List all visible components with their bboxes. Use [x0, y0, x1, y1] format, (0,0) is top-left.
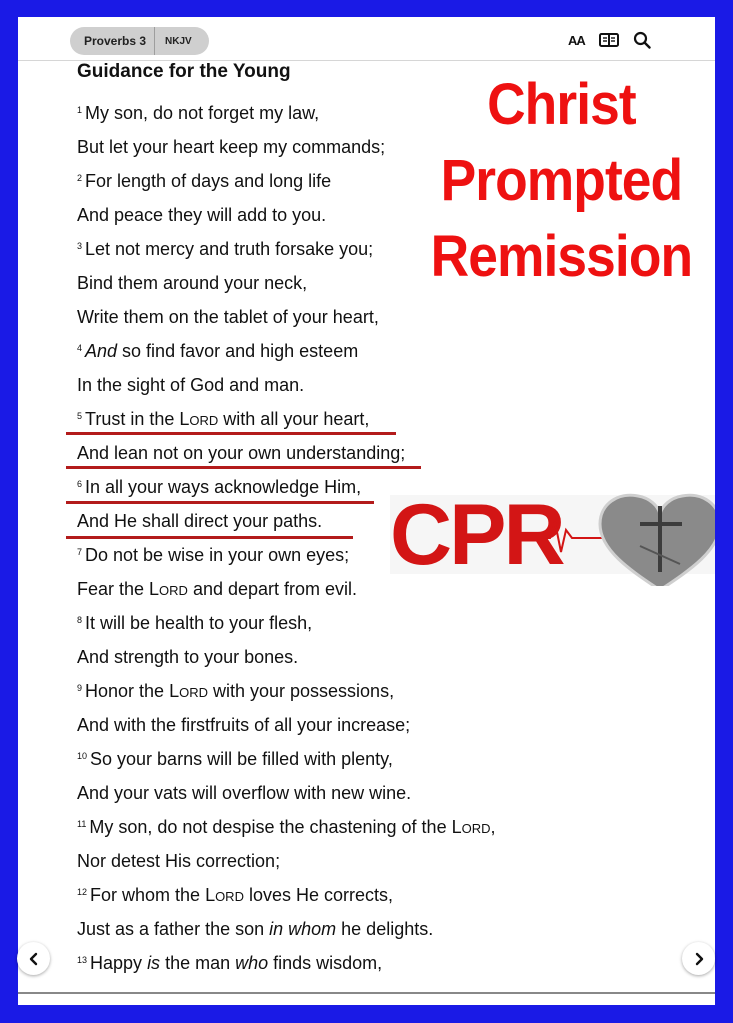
verse-text-segment: Fear the [77, 579, 150, 599]
divine-name: Lord [451, 817, 491, 837]
page-bottom-divider [18, 992, 715, 994]
verse-line [77, 715, 410, 736]
divine-name: Lord [205, 885, 244, 905]
chapter-version-selector[interactable] [70, 27, 209, 55]
book-icon[interactable] [599, 32, 619, 48]
verse-line [77, 953, 382, 974]
verse-text-segment: In the sight of God and man. [77, 375, 305, 395]
logo-text: CPR [390, 487, 563, 583]
verse-line [77, 817, 496, 838]
verse-line [77, 783, 411, 804]
verse-line [77, 647, 298, 668]
book-chapter-button[interactable]: Proverbs 3 [84, 34, 147, 48]
italic-text: And [85, 341, 118, 361]
verse-line [77, 443, 405, 464]
verse-text-segment: Happy [90, 953, 148, 973]
verse-line [77, 545, 349, 566]
verse-text-segment: Let not mercy and truth forsake you; [85, 239, 374, 259]
verse-line [77, 511, 322, 532]
verse-line [77, 205, 326, 226]
italic-text: who [235, 953, 269, 973]
verse-text-segment: Nor detest His correction; [77, 851, 281, 871]
verse-number: 4 [77, 343, 83, 353]
verse-underline [66, 536, 353, 539]
verse-line [77, 477, 361, 498]
verse-text-segment: So your barns will be filled with plenty, [90, 749, 393, 769]
verse-text-segment: It will be health to your flesh, [85, 613, 313, 633]
italic-text: in whom [269, 919, 337, 939]
verse-line [77, 273, 307, 294]
verse-number: 10 [77, 751, 88, 761]
verse-text-segment: But let your heart keep my commands; [77, 137, 386, 157]
verse-number: 11 [77, 819, 87, 829]
verse-line [77, 409, 369, 430]
heartbeat-heart-icon [390, 486, 715, 586]
text-size-icon[interactable] [568, 33, 585, 48]
next-chapter-button[interactable] [682, 942, 715, 975]
verse-text-segment: Write them on the tablet of your heart, [77, 307, 379, 327]
verse-number: 12 [77, 887, 88, 897]
verse-text-segment: Just as a father the son [77, 919, 270, 939]
verse-number: 5 [77, 411, 83, 421]
verse-underline [66, 501, 374, 504]
verse-text-segment: For whom the [90, 885, 206, 905]
verse-text-segment: And with the firstfruits of all your increase; [77, 715, 411, 735]
verse-line [77, 137, 385, 158]
verse-text-segment: And He shall direct your paths. [77, 511, 323, 531]
verse-text-segment: Trust in the [85, 409, 180, 429]
verse-line [77, 307, 379, 328]
verse-text-segment: finds wisdom, [268, 953, 383, 973]
verse-text-segment: with your possessions, [207, 681, 395, 701]
verse-number: 2 [77, 173, 83, 183]
verse-text-segment: My son, do not forget my law, [85, 103, 320, 123]
verse-number: 6 [77, 479, 83, 489]
chevron-left-icon [28, 952, 40, 966]
cpr-logo [390, 486, 715, 586]
verse-line [77, 579, 357, 600]
verse-text-segment: loves He corrects, [243, 885, 394, 905]
verse-line [77, 613, 312, 634]
verse-text-segment: For length of days and long life [85, 171, 332, 191]
verse-text-segment: And peace they will add to you. [77, 205, 327, 225]
verse-line [77, 171, 331, 192]
verse-text-segment: he delights. [336, 919, 434, 939]
verse-text-segment: And strength to your bones. [77, 647, 299, 667]
verse-line [77, 681, 394, 702]
verse-text-segment: Honor the [85, 681, 170, 701]
verse-line [77, 239, 373, 260]
divine-name: Lord [169, 681, 208, 701]
verse-number: 9 [77, 683, 83, 693]
chevron-right-icon [693, 952, 705, 966]
version-button[interactable]: NKJV [165, 35, 192, 47]
verse-text-segment: and depart from evil. [187, 579, 358, 599]
verse-text-segment: In all your ways acknowledge Him, [85, 477, 362, 497]
toolbar-tools [568, 31, 651, 49]
verse-number: 7 [77, 547, 83, 557]
verse-line [77, 103, 319, 124]
verse-text-segment: , [490, 817, 496, 837]
verse-line [77, 851, 280, 872]
verse-text-segment: the man [160, 953, 236, 973]
overlay-title-line: Remission [430, 224, 693, 289]
verse-number: 13 [77, 955, 88, 965]
verse-text-segment: Bind them around your neck, [77, 273, 308, 293]
overlay-title-line: Prompted [440, 148, 683, 213]
verse-text-segment: Do not be wise in your own eyes; [85, 545, 350, 565]
divine-name: Lord [179, 409, 219, 429]
verse-line [77, 375, 304, 396]
verse-text-segment: My son, do not despise the chastening of the [89, 817, 452, 837]
overlay-title-line: Christ [487, 72, 636, 137]
verse-underline [66, 466, 421, 469]
search-icon[interactable] [633, 31, 651, 49]
bible-page [18, 17, 715, 1005]
verse-number: 1 [77, 105, 83, 115]
verse-underline [66, 432, 396, 435]
verse-text-segment: And lean not on your own understanding; [77, 443, 406, 463]
verse-line [77, 919, 433, 940]
previous-chapter-button[interactable] [17, 942, 50, 975]
verse-text-segment: with all your heart, [218, 409, 370, 429]
italic-text: is [147, 953, 161, 973]
verse-line [77, 341, 358, 362]
verse-number: 3 [77, 241, 83, 251]
text-size-label: AA [568, 32, 585, 48]
verse-text-segment: so find favor and high esteem [117, 341, 359, 361]
verse-number: 8 [77, 615, 83, 625]
verse-line [77, 885, 393, 906]
section-heading: Guidance for the Young [77, 61, 291, 82]
divine-name: Lord [149, 579, 188, 599]
verse-line [77, 749, 393, 770]
overlay-title [428, 67, 695, 295]
verse-text-segment: And your vats will overflow with new wine. [77, 783, 412, 803]
